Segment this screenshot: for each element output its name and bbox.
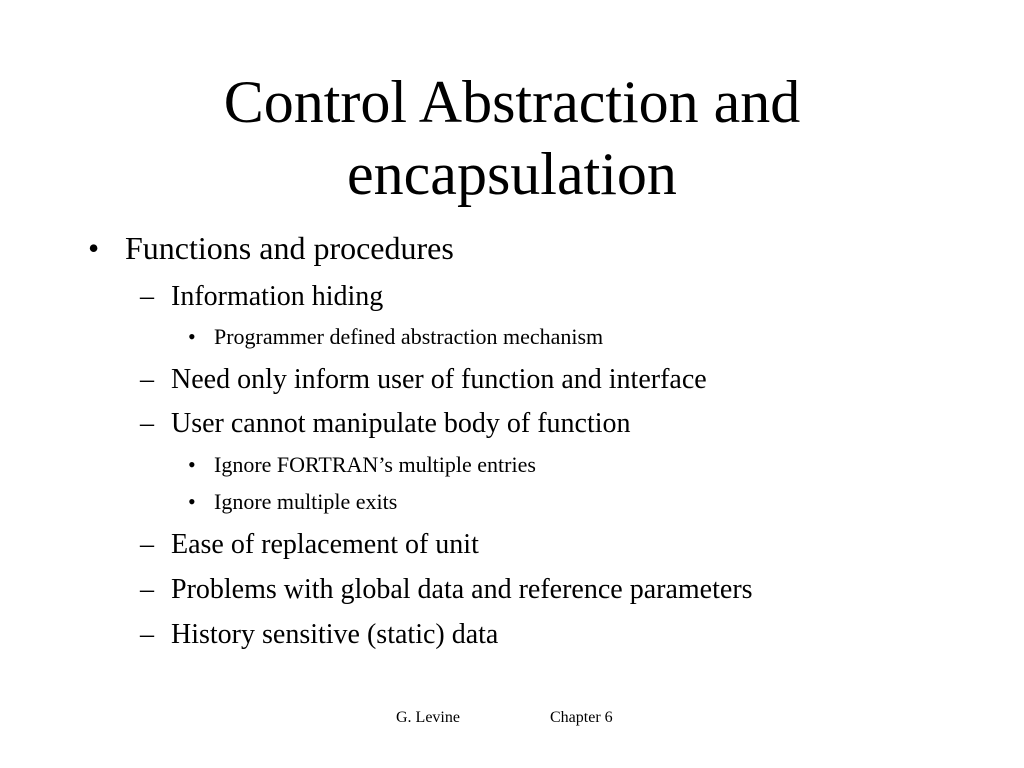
bullet-history-sensitive: History sensitive (static) data bbox=[171, 619, 499, 650]
bullet-ignore-multiple-exits: Ignore multiple exits bbox=[214, 489, 398, 514]
bullet-user-cannot-manipulate: User cannot manipulate body of function bbox=[171, 408, 631, 439]
footer-author: G. Levine bbox=[396, 709, 460, 726]
dash-marker: – bbox=[140, 529, 154, 560]
footer-chapter: Chapter 6 bbox=[550, 709, 613, 726]
bullet-marker-small: • bbox=[188, 489, 196, 514]
bullet-marker-small: • bbox=[188, 324, 196, 349]
bullet-ignore-fortran-entries: Ignore FORTRAN’s multiple entries bbox=[214, 452, 536, 477]
dash-marker: – bbox=[140, 408, 154, 439]
bullet-problems-global-data: Problems with global data and reference parameters bbox=[171, 574, 753, 605]
dash-marker: – bbox=[140, 364, 154, 395]
bullet-marker: • bbox=[88, 230, 100, 266]
bullet-functions-and-procedures: Functions and procedures bbox=[125, 230, 454, 266]
bullet-need-only-inform: Need only inform user of function and interface bbox=[171, 364, 707, 395]
bullet-ease-of-replacement: Ease of replacement of unit bbox=[171, 529, 479, 560]
bullet-programmer-defined: Programmer defined abstraction mechanism bbox=[214, 324, 604, 349]
bullet-marker-small: • bbox=[188, 452, 196, 477]
dash-marker: – bbox=[140, 619, 154, 650]
dash-marker: – bbox=[140, 574, 154, 605]
slide-title-line-1: Control Abstraction and bbox=[223, 69, 801, 135]
slide-title-line-2: encapsulation bbox=[347, 141, 677, 207]
bullet-information-hiding: Information hiding bbox=[171, 281, 384, 312]
dash-marker: – bbox=[140, 281, 154, 312]
